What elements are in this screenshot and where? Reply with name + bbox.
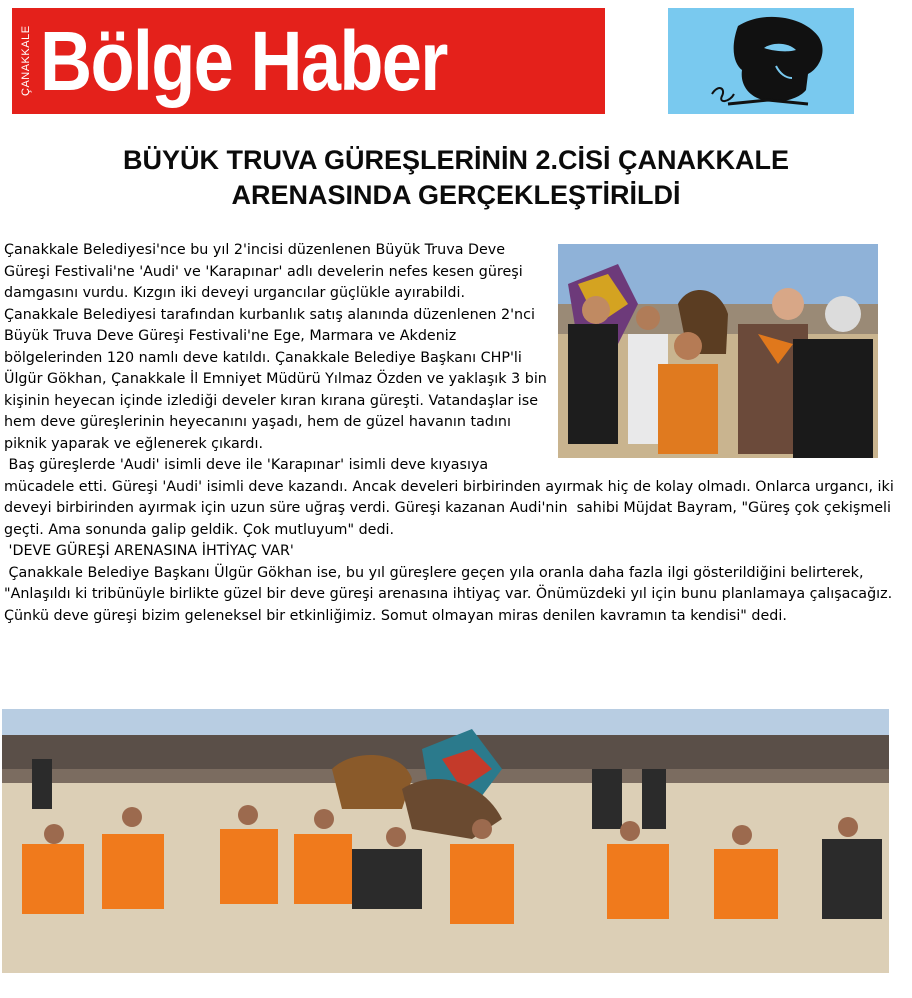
ataturk-portrait-image [668,8,854,114]
headline-line-2: ARENASINDA GERÇEKLEŞTİRİLDİ [231,180,681,210]
masthead-brand: Bölge Haber [40,14,447,108]
headline [20,143,892,213]
paragraph-main-bout: Baş güreşlerde 'Audi' isimli deve ile 'Karapınar' isimli deve kıyasıya mücadele etti. Güreşi 'Audi' isimli deve kazandı. Ancak develeri birbirinden ayırmak hiç de kolay olmadı. Onlarca urgancı, iki deveyi birbirinden ayırmak için uzun süre uğraş verdi. Güreşi kazanan Audi'nin sahibi Müjdat Bayram, "Güreş çok çekişmeli geçti. Ama sonunda galip geldik. Çok mutluyum" dedi. [4,457,899,538]
masthead-logo [12,8,605,114]
masthead-side-text: ÇANAKKALE [20,25,32,97]
article-body [4,240,899,627]
paragraph-intro: Çanakkale Belediyesi'nce bu yıl 2'incisi düzenlenen Büyük Truva Deve Güreşi Festivali'ne 'Audi' ve 'Karapınar' adlı develerin nefes kesen güreşi damgasını vurdu. Kızgın iki deveyi urgancılar güçlükle ayırabildi. [4,242,528,301]
paragraph-festival: Çanakkale Belediyesi tarafından kurbanlık satış alanında düzenlenen 2'nci Büyük Truva Deve Güreşi Festivali'ne Ege, Marmara ve Akdeniz bölgelerinden 120 namlı deve katıldı. Çanakkale Belediye Başkanı CHP'li Ülgür Gökhan, Çanakkale İl Emniyet Müdürü Yılmaz Özden ve yaklaşık 3 bin kişinin heyecan içinde izlediği develer kıran kırana güreşti. Vatandaşlar ise hem deve güreşlerinin heyecanını yaşadı, hem de güzel havanın tadını piknik yaparak ve eğlenerek çıkardı. [4,306,552,452]
paragraph-subheading: 'DEVE GÜREŞİ ARENASINA İHTİYAÇ VAR' [4,543,294,559]
photo-camel-wrestling-arena [2,709,889,973]
photo-wrap-space [558,240,894,462]
paragraph-mayor-quote: Çanakkale Belediye Başkanı Ülgür Gökhan ise, bu yıl güreşlere geçen yıla oranla daha fazla ilgi gösterildiğini belirterek, "Anlaşıldı ki tribünüyle birlikte güzel bir deve güreşi arenasına ihtiyaç var. Önümüzdeki yıl için bunu planlamaya çalışacağız. Çünkü deve güreşi bizim geleneksel bir etkinliğimiz. Somut olmayan miras denilen kavramın ta kendisi" dedi. [4,564,897,624]
headline-line-1: BÜYÜK TRUVA GÜREŞLERİNİN 2.CİSİ ÇANAKKALE [122,145,790,175]
